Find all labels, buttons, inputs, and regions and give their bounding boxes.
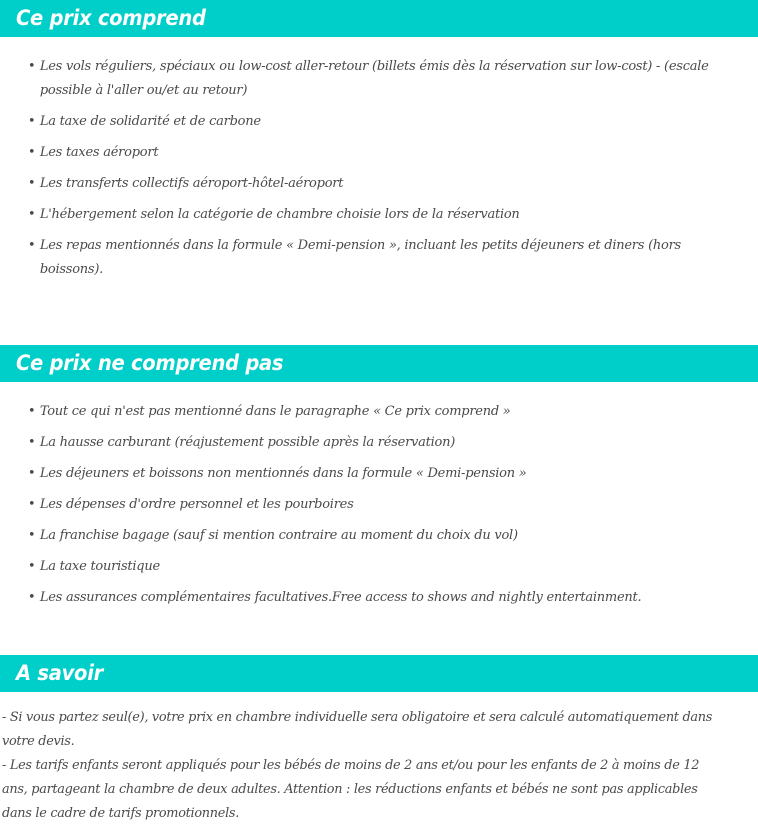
included-list	[0, 55, 750, 282]
list-item: • Les assurances complémentaires facultatives.Free access to shows and nightly entertainment.	[28, 586, 739, 610]
section-spacer	[0, 289, 758, 345]
list-item: • Les repas mentionnés dans la formule « Demi-pension », incluant les petits déjeuners et diners (hors boissons).	[28, 234, 739, 282]
note-paragraph: - Les tarifs enfants seront appliqués pour les bébés de moins de 2 ans et/ou pour les enfants de 2 à moins de 12 ans, partageant la chambre de deux adultes. Attention : les réductions enfants et bébés ne sont pas applicables dans le cadre de tarifs promotionnels.	[2, 758, 700, 821]
list-item: • Les taxes aéroport	[28, 141, 739, 165]
list-item: • Les dépenses d'ordre personnel et les pourboires	[28, 493, 739, 517]
note-paragraph: - Si vous partez seul(e), votre prix en chambre individuelle sera obligatoire et sera calculé automatiquement dans votre devis.	[2, 710, 713, 749]
section-header-included	[0, 0, 758, 37]
section-title-included: Ce prix comprend	[16, 6, 206, 30]
section-body-not-included	[0, 382, 758, 610]
list-item: • Les vols réguliers, spéciaux ou low-cost aller-retour (billets émis dès la réservation sur low-cost) - (escale possible à l'aller ou/et au retour)	[28, 55, 739, 103]
list-item: • La hausse carburant (réajustement possible après la réservation)	[28, 431, 739, 455]
section-header-not-included	[0, 345, 758, 382]
list-item: • Tout ce qui n'est pas mentionné dans le paragraphe « Ce prix comprend »	[28, 400, 739, 424]
section-included	[0, 0, 758, 282]
section-title-good-to-know: A savoir	[16, 661, 103, 685]
section-body-included	[0, 37, 758, 282]
list-item: • Les transferts collectifs aéroport-hôtel-aéroport	[28, 172, 739, 196]
list-item: • Les déjeuners et boissons non mentionnés dans la formule « Demi-pension »	[28, 462, 739, 486]
section-not-included	[0, 345, 758, 610]
list-item: • L'hébergement selon la catégorie de chambre choisie lors de la réservation	[28, 203, 739, 227]
list-item: • La taxe de solidarité et de carbone	[28, 110, 739, 134]
not-included-list	[0, 400, 750, 610]
section-title-not-included: Ce prix ne comprend pas	[16, 351, 284, 375]
section-body-good-to-know	[0, 692, 758, 826]
list-item: • La taxe touristique	[28, 555, 739, 579]
section-header-good-to-know	[0, 655, 758, 692]
list-item: • La franchise bagage (sauf si mention contraire au moment du choix du vol)	[28, 524, 739, 548]
section-spacer	[0, 617, 758, 655]
section-good-to-know	[0, 655, 758, 826]
